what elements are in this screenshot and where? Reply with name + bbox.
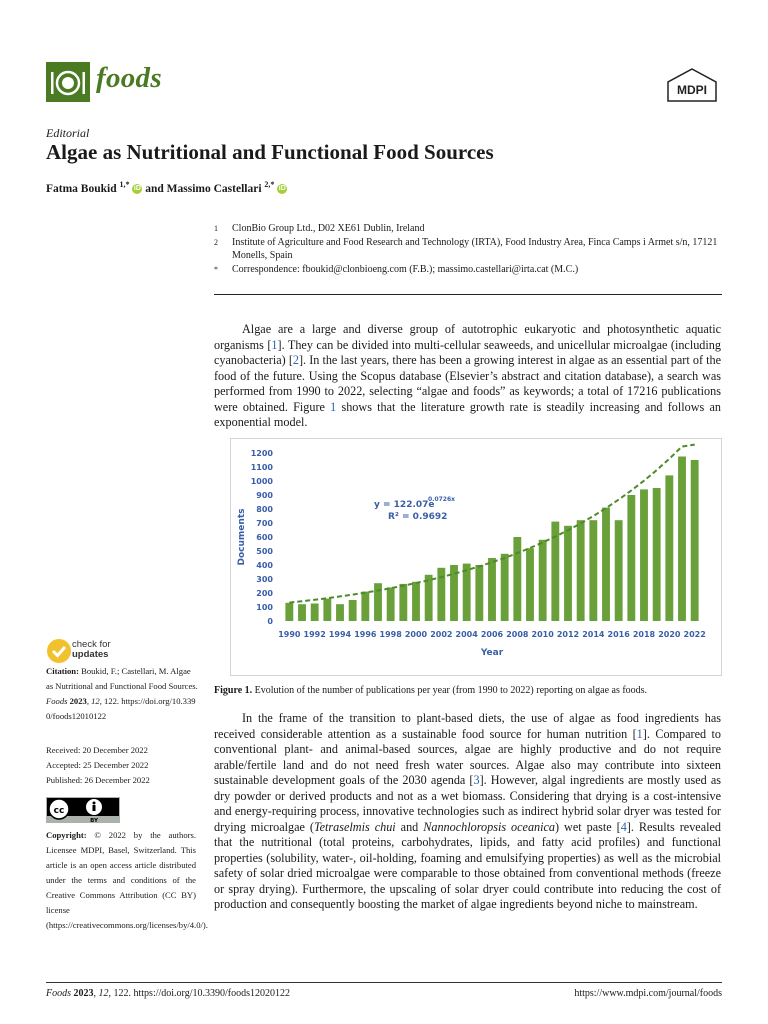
footer-page: 122. [113,988,131,999]
figure-caption-text: Evolution of the number of publications per year (from 1990 to 2022) reporting on algae as foods. [254,685,648,696]
journal-name: foods [96,62,162,94]
chart-bar [640,489,648,621]
chart-bar [691,460,699,621]
author-list [46,180,287,195]
chart-bar [437,568,445,621]
affiliation-mark: 1 [214,224,218,233]
x-tick-label: 2022 [683,630,706,639]
chart-bar [336,604,344,621]
y-tick-label: 0 [267,617,273,626]
footer-year: 2023 [73,988,94,999]
affiliation-item [214,236,734,263]
x-tick-label: 2012 [556,630,580,639]
y-tick-label: 900 [256,491,273,500]
species-name: Tetraselmis chui [313,819,396,834]
author-joiner: and [145,182,164,195]
chart-bar [678,457,686,622]
y-tick-label: 200 [256,589,273,598]
chart-bar [412,582,420,621]
reference-link[interactable]: 1 [636,726,643,741]
copyright-block [46,828,208,933]
chart-bar [526,548,534,621]
footer-journal: Foods [46,988,71,999]
figure-link[interactable]: 1 [330,399,337,414]
species-name: Nannochloropsis oceanica [423,819,556,834]
trend-equation-exponent: 0.0726x [428,496,456,503]
x-tick-label: 1994 [328,630,352,639]
x-tick-label: 2004 [455,630,478,639]
text-run: ) wet paste [ [555,819,621,834]
chart-bar [513,537,521,621]
text-run: and [395,819,424,834]
chart-bar [501,554,509,621]
x-tick-label: 2002 [430,630,453,639]
chart-bar [539,540,547,621]
text-run: In the frame of the transition to plant-based diets, the use of algae as food ingredients has received considerable attention as a sustainable food source for human nutrition [ [214,711,721,741]
chart-bar [311,604,319,622]
affiliation-item [214,222,734,236]
y-axis-title: Documents [237,508,247,566]
y-tick-label: 100 [256,603,273,612]
trend-equation: y = 122.07e [374,500,435,510]
citation-journal: Foods [46,696,68,706]
x-tick-label: 2000 [404,630,428,639]
chart-bar [298,604,306,621]
chart-bar [323,599,331,621]
y-tick-label: 1100 [250,463,273,472]
chart-bar [615,520,623,621]
chart-bar [361,592,369,621]
citation-year: 2023 [67,696,87,706]
x-tick-label: 1996 [354,630,377,639]
citation-volume: , 12 [86,696,100,706]
author-affiliation-mark: 1,* [119,180,130,189]
citation-doi-link[interactable]: https://doi.org/10.3390/foods12010122 [46,696,196,721]
figure-label: Figure 1. [214,685,253,696]
cc-by-license-icon[interactable] [46,797,120,823]
publication-dates [46,743,150,788]
section-divider [214,294,722,295]
text-run: ]. In the last years, there has been a growing interest in algae as an essential part of the food of the future. Using the Scopus database (Elsevier’s abstract and citation database), a search was performed from 1990 to 2022, selecting “algae and foods” as keywords; a total of 17216 publications were obtained. Figure [214,353,721,414]
article-type: Editorial [46,126,90,140]
y-tick-label: 800 [256,505,273,514]
correspondence [214,263,734,277]
x-axis-title: Year [480,648,504,658]
author-name[interactable]: Fatma Boukid [46,182,117,195]
footer-divider [46,982,722,983]
citation-pages: , 122. [99,696,120,706]
x-tick-label: 1990 [278,630,301,639]
affiliations [214,222,734,276]
mdpi-logo-text: MDPI [677,83,707,97]
reference-link[interactable]: 4 [620,819,627,834]
check-updates-line2: updates [72,649,109,660]
check-updates-line1: check for [72,639,111,650]
chart-svg [231,439,721,675]
y-tick-label: 1000 [250,477,273,486]
text-run: ]. Compared to conventional plant- and animal-based sources, algae are highly productive and do not require arable/fertile land and do not need fresh water sources. Algae also may contribute into sixteen sustainable development goals of the 2030 agenda [ [214,726,722,787]
published-date: Published: 26 December 2022 [46,775,150,785]
figure-caption [214,685,734,696]
chart-bar [653,488,661,621]
trend-r-squared: R² = 0.9692 [388,512,448,522]
orcid-icon[interactable]: iD [133,185,141,193]
svg-text:cc: cc [53,806,65,816]
copyright-label: Copyright: [46,830,87,840]
text-run: ]. Results revealed that the nutritional (total proteins, carbohydrates, lipids, and fatty acid profiles) and functional properties (solubility, water-, oil-holding, foaming and emulsifying properties) as well as the microbial safety of solar dried microalgae were comparable to those obtained from conventional methods (freeze or spray drying). Furthermore, the upscaling of solar dryer could contribute into reducing the cost of production and consequently boosting the market of algae ingredients beyond niche to mainstream. [214,819,722,911]
bowl-icon [46,62,90,102]
citation-text: Boukid, F.; Castellari, M. Algae as Nutritional and Functional Food Sources. [46,666,198,691]
body-paragraph-1 [214,322,721,431]
x-tick-label: 1998 [379,630,402,639]
chart-bar [665,475,673,621]
chart-bar [602,508,610,621]
y-tick-label: 1200 [250,449,273,458]
check-for-updates-badge[interactable] [46,638,72,664]
chart-bar [463,564,471,621]
chart-bar [564,526,572,621]
chart-bar [589,520,597,621]
affiliation-text: ClonBio Group Ltd., D02 XE61 Dublin, Ireland [232,223,425,234]
mdpi-logo [666,68,718,102]
y-tick-label: 400 [256,561,273,570]
affiliation-text: Institute of Agriculture and Food Research and Technology (IRTA), Food Industry Area, Finca Camps i Armet s/n, 17121 Monells, Spain [232,236,718,261]
article-title: Algae as Nutritional and Functional Food Sources [46,140,494,164]
citation-label: Citation: [46,666,79,676]
chart-bar [627,495,635,621]
x-tick-label: 2014 [582,630,605,639]
citation-block [46,664,198,724]
footer-journal-url[interactable]: https://www.mdpi.com/journal/foods [574,988,722,999]
correspondence-text[interactable]: Correspondence: fboukid@clonbioeng.com (F.B.); massimo.castellari@irta.cat (M.C.) [232,263,579,275]
chart-bar [488,558,496,621]
text-run: shows that the literature growth rate is steadily increasing and follows an exponential model. [214,399,721,429]
text-run: ]. However, algal ingredients are mostly used as dry powder or derived products and not as a wet biomass. Considering that drying is a cost-intensive and energy-requiring process, innovative technologies such as indirect hybrid solar dryer was tested for drying microalgae ( [214,773,721,834]
y-tick-label: 300 [256,575,273,584]
affiliation-mark: 2 [214,237,218,247]
x-tick-label: 2010 [531,630,554,639]
reference-link[interactable]: 1 [271,337,278,352]
footer-citation: Foods 2023, 12, 122. https://doi.org/10.3390/foods12020122 [46,988,290,999]
author-name[interactable]: Massimo Castellari [166,182,262,195]
copyright-text: © 2022 by the authors. Licensee MDPI, Basel, Switzerland. This article is an open access article distributed under the terms and conditions of the Creative Commons Attribution (CC BY) license (https://creativecommons.org/licenses/by/4.0/). [46,830,208,930]
affiliation-mark: * [214,264,218,274]
author-affiliation-mark: 2,* [264,180,275,189]
y-tick-label: 700 [256,519,273,528]
received-date: Received: 20 December 2022 [46,745,148,755]
y-tick-label: 500 [256,547,273,556]
body-paragraph-2 [214,711,721,913]
footer-doi-link[interactable]: https://doi.org/10.3390/foods12020122 [133,988,290,999]
text-run: Algae are a large and diverse group of autotrophic eukaryotic and photosynthetic aquatic organisms [ [214,322,721,352]
chart-bar [399,584,407,621]
x-tick-label: 2016 [607,630,630,639]
x-tick-label: 2006 [480,630,504,639]
figure-1-chart [230,438,722,676]
chart-bar [475,565,483,621]
check-for-updates-text[interactable] [72,640,111,660]
footer-volume: 12 [98,988,109,999]
accepted-date: Accepted: 25 December 2022 [46,760,149,770]
chart-bar [577,520,585,621]
x-tick-label: 2020 [658,630,681,639]
x-tick-label: 2008 [506,630,529,639]
x-tick-label: 2018 [632,630,656,639]
x-tick-label: 1992 [303,630,326,639]
chart-bar [374,583,382,621]
cc-badge-text: BY [90,818,98,823]
reference-link[interactable]: 3 [473,773,480,787]
chart-bar [285,603,293,621]
reference-link[interactable]: 2 [292,353,299,367]
chart-bar [349,600,357,621]
orcid-icon[interactable]: iD [278,185,286,193]
chart-bar [387,587,395,621]
text-run: ]. They can be divided into multi-cellular seaweeds, and unicellular microalgae (including cyanobacteria) [ [214,337,721,367]
y-tick-label: 600 [256,533,273,542]
